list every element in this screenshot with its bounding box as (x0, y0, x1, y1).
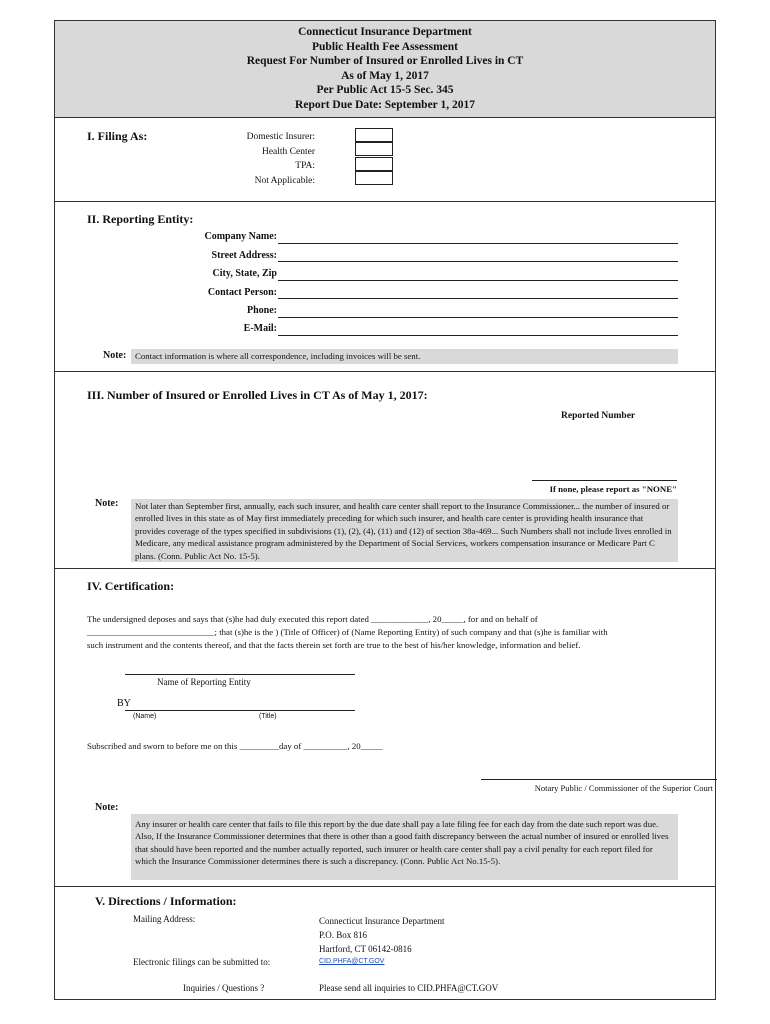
address-line-3: Hartford, CT 06142-0816 (319, 944, 412, 954)
note-label: Note: (103, 350, 127, 361)
contact-person-field[interactable] (278, 298, 678, 299)
notary-signature-line[interactable] (481, 779, 717, 780)
address-line-2: P.O. Box 816 (319, 930, 368, 940)
street-address-field[interactable] (278, 261, 678, 262)
reported-number-label: Reported Number (561, 411, 636, 421)
company-name-label: Company Name: (204, 231, 277, 242)
street-address-label: Street Address: (211, 250, 277, 261)
filing-option-domestic: Domestic Insurer: (246, 132, 315, 142)
header-line-6: Report Due Date: September 1, 2017 (295, 98, 475, 111)
certification-line-2: _____________________________; that (s)he is the ) (Title of Officer) of (Name Reporting Entity) of such company and that (s)he is familiar with (87, 627, 608, 638)
contact-person-label: Contact Person: (207, 287, 277, 298)
filing-options (165, 130, 315, 188)
email-label: E-Mail: (243, 323, 277, 334)
company-name-field[interactable] (278, 243, 678, 244)
checkbox-tpa[interactable] (355, 157, 393, 171)
divider (55, 201, 715, 202)
divider (55, 886, 715, 887)
filing-as-title: I. Filing As: (87, 129, 148, 143)
none-instruction: If none, please report as "NONE" (549, 484, 677, 494)
inquiries-text: Please send all inquiries to CID.PHFA@CT.GOV (319, 983, 499, 993)
certification-title: IV. Certification: (87, 579, 175, 593)
by-signature-line[interactable] (125, 710, 355, 711)
divider (55, 371, 715, 372)
electronic-filings-label: Electronic filings can be submitted to: (133, 957, 271, 967)
reporting-entity-title: II. Reporting Entity: (87, 212, 194, 226)
note-label: Note: (95, 498, 119, 509)
title-caption: (Title) (259, 713, 277, 720)
checkbox-health-center[interactable] (355, 142, 393, 156)
reporting-requirement-note: Not later than September first, annually, each such insurer, and health care center shall report to the Insurance Commissioner... the number of insured or enrolled lives in this state as of May first immediately preceding for which such insurer, and health care center is providing health insurance that provides coverage of the types specified in subdivisions (1), (2), (4), (11) and (12) of section 38a-469... Such Numbers shall not include lives enrolled in Medicare, any medical assistance program administered by the Department of Social Services, workers compensation insurance or Medicare Part C plans. (Conn. Public Act No. 15-5). (131, 499, 678, 562)
reporting-entity-signature-line[interactable] (125, 674, 355, 675)
email-link[interactable]: CID.PHFA@CT.GOV (319, 958, 385, 965)
phone-field[interactable] (278, 317, 678, 318)
inquiries-label: Inquiries / Questions ? (183, 983, 265, 993)
certification-line-3: such instrument and the contents thereof, and that the facts therein set forth are true to the best of his/her knowledge, information and belief. (87, 640, 581, 651)
by-label: BY (117, 698, 131, 709)
city-state-zip-label: City, State, Zip (212, 268, 277, 279)
email-field[interactable] (278, 335, 678, 336)
phone-label: Phone: (247, 305, 277, 316)
filing-option-tpa: TPA: (295, 161, 315, 171)
checkbox-domestic-insurer[interactable] (355, 128, 393, 142)
city-state-zip-field[interactable] (278, 280, 678, 281)
name-caption: (Name) (133, 713, 157, 720)
mailing-address-label: Mailing Address: (133, 914, 196, 924)
checkbox-not-applicable[interactable] (355, 171, 393, 185)
header-line-3: Request For Number of Insured or Enrolled Lives in CT (246, 55, 524, 68)
mailing-address (319, 914, 444, 956)
header-line-5: Per Public Act 15-5 Sec. 345 (316, 84, 454, 97)
reported-number-field[interactable] (532, 480, 677, 481)
certification-line-1: The undersigned deposes and says that (s)he had duly executed this report dated _____________, 20_____, for and on behalf of (87, 614, 538, 624)
divider (55, 568, 715, 569)
address-line-1: Connecticut Insurance Department (319, 916, 445, 926)
contact-note: Contact information is where all correspondence, including invoices will be sent. (131, 349, 678, 364)
form-header (55, 21, 715, 118)
header-line-2: Public Health Fee Assessment (312, 40, 458, 53)
form-frame (54, 20, 716, 1000)
late-filing-note: Any insurer or health care center that fails to file this report by the due date shall pay a late filing fee for each day from the date such report was due. Also, If the Insurance Commissioner determines that there is other than a good faith discrepancy between the actual number of insured or enrolled lives that should have been reported and the number actually reported, such insurer or health care center shall pay a civil penalty for each report filed for which the Insurance Commissioner determines there is such a discrepancy. (Conn. Public Act No.15-5). (131, 814, 678, 880)
notary-label: Notary Public / Commissioner of the Superior Court (534, 783, 713, 793)
certification-paragraph (87, 613, 697, 653)
name-of-reporting-entity-label: Name of Reporting Entity (157, 677, 251, 687)
filing-option-not-applicable: Not Applicable: (254, 175, 315, 186)
header-line-1: Connecticut Insurance Department (298, 26, 472, 38)
note-label: Note: (95, 802, 119, 813)
filing-option-health-center: Health Center (261, 146, 315, 157)
insured-lives-title: III. Number of Insured or Enrolled Lives in CT As of May 1, 2017: (87, 388, 428, 402)
sworn-statement: Subscribed and sworn to before me on this _________day of __________, 20_____ (87, 741, 383, 751)
directions-title: V. Directions / Information: (95, 894, 237, 908)
header-line-4: As of May 1, 2017 (341, 69, 429, 82)
